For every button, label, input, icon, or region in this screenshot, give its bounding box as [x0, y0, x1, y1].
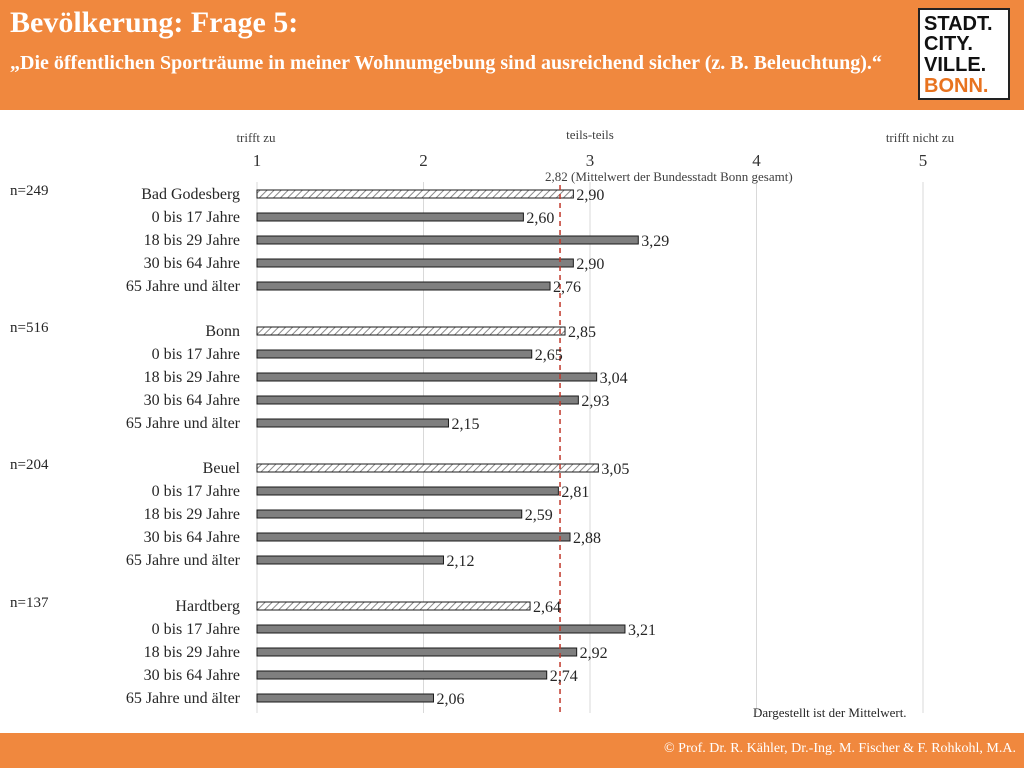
logo-line-ville: VILLE.	[924, 54, 987, 76]
bar	[257, 213, 523, 221]
district-label: Beuel	[202, 460, 240, 477]
data-label: 2,59	[524, 507, 553, 524]
x-tick-label: 5	[918, 151, 928, 170]
question-subtitle: „Die öffentlichen Sporträume in meiner Wohnumgebung sind ausreichend sicher (z. B. Beleuchtung).“	[10, 52, 882, 74]
data-label: 2,64	[533, 599, 562, 616]
bar	[257, 282, 550, 290]
category-label: 65 Jahre und älter	[125, 278, 240, 295]
bar	[257, 259, 573, 267]
bar-total	[257, 327, 565, 335]
category-label: 0 bis 17 Jahre	[151, 346, 240, 363]
data-label: 2,81	[561, 484, 590, 501]
footer-banner	[0, 733, 1024, 768]
category-label: 65 Jahre und älter	[125, 690, 240, 707]
category-label: 0 bis 17 Jahre	[151, 483, 240, 500]
district-label: Bonn	[205, 323, 240, 340]
category-label: 30 bis 64 Jahre	[143, 392, 240, 409]
bar	[257, 694, 433, 702]
bar	[257, 533, 570, 541]
bar-chart	[0, 110, 1024, 733]
data-label: 2,74	[549, 668, 578, 685]
data-label: 2,76	[553, 279, 582, 296]
data-label: 2,12	[446, 553, 475, 570]
reference-label: 2,82 (Mittelwert der Bundesstadt Bonn gesamt)	[545, 169, 793, 184]
x-tick-label: 1	[252, 151, 262, 170]
category-label: 18 bis 29 Jahre	[143, 506, 240, 523]
page-title: Bevölkerung: Frage 5:	[10, 6, 299, 39]
bonn-logo	[918, 8, 1010, 100]
category-label: 18 bis 29 Jahre	[143, 369, 240, 386]
logo-line-stadt: STADT.	[924, 13, 993, 35]
data-label: 3,29	[641, 233, 670, 250]
data-label: 3,05	[601, 461, 630, 478]
x-tick-label: 2	[419, 151, 428, 170]
sample-size-label: n=204	[10, 457, 49, 473]
bar	[257, 671, 547, 679]
data-label: 2,88	[573, 530, 602, 547]
category-label: 0 bis 17 Jahre	[151, 209, 240, 226]
data-label: 2,06	[436, 691, 465, 708]
bar-total	[257, 602, 530, 610]
category-label: 65 Jahre und älter	[125, 415, 240, 432]
category-label: 65 Jahre und älter	[125, 552, 240, 569]
bar	[257, 648, 577, 656]
scale-label: trifft zu	[236, 130, 276, 145]
x-tick-label: 4	[752, 151, 761, 170]
bar-total	[257, 464, 598, 472]
scale-label: trifft nicht zu	[885, 130, 955, 145]
x-tick-label: 3	[585, 151, 595, 170]
axis-layer	[236, 127, 954, 184]
bar	[257, 510, 522, 518]
bar	[257, 350, 532, 358]
sample-size-label: n=137	[10, 595, 49, 611]
data-label: 3,04	[599, 370, 628, 387]
category-label: 18 bis 29 Jahre	[143, 232, 240, 249]
bar-total	[257, 190, 573, 198]
logo-line-city: CITY.	[924, 33, 973, 55]
bar	[257, 236, 638, 244]
data-label: 2,85	[568, 324, 597, 341]
district-label: Hardtberg	[175, 598, 240, 615]
chart-note: Dargestellt ist der Mittelwert.	[753, 705, 907, 720]
category-label: 30 bis 64 Jahre	[143, 529, 240, 546]
category-label: 30 bis 64 Jahre	[143, 255, 240, 272]
bar	[257, 419, 448, 427]
category-label: 18 bis 29 Jahre	[143, 644, 240, 661]
sample-size-label: n=249	[10, 183, 49, 199]
data-label: 2,65	[534, 347, 563, 364]
data-label: 2,93	[581, 393, 610, 410]
district-label: Bad Godesberg	[141, 186, 240, 203]
bar	[257, 556, 443, 564]
sample-size-label: n=516	[10, 320, 49, 336]
category-label: 30 bis 64 Jahre	[143, 667, 240, 684]
copyright-text: © Prof. Dr. R. Kähler, Dr.-Ing. M. Fischer & F. Rohkohl, M.A.	[664, 741, 1016, 756]
data-label: 3,21	[627, 622, 656, 639]
bar	[257, 625, 625, 633]
data-label: 2,90	[576, 187, 605, 204]
logo-line-bonn: BONN.	[924, 75, 989, 97]
bar	[257, 396, 578, 404]
data-label: 2,90	[576, 256, 605, 273]
bar	[257, 487, 558, 495]
data-label: 2,15	[451, 416, 480, 433]
bar	[257, 373, 597, 381]
data-label: 2,92	[579, 645, 608, 662]
scale-label: teils-teils	[566, 127, 614, 142]
data-label: 2,60	[526, 210, 555, 227]
category-label: 0 bis 17 Jahre	[151, 621, 240, 638]
header-banner	[0, 0, 1024, 110]
